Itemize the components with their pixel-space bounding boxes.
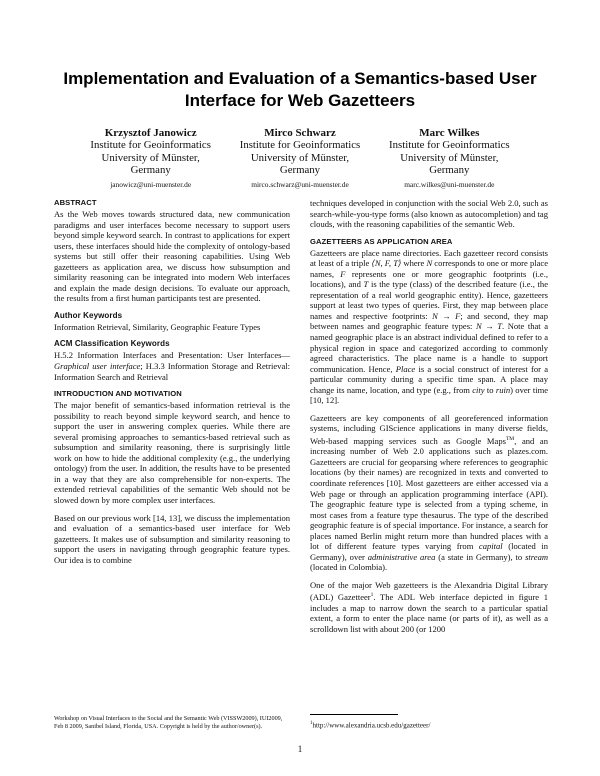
author-name: Krzysztof Janowicz (104, 127, 197, 139)
intro-heading: INTRODUCTION AND MOTIVATION (54, 389, 182, 399)
keywords-heading: Author Keywords (54, 310, 123, 320)
abstract-heading: ABSTRACT (54, 198, 97, 207)
author-block (76, 127, 524, 191)
author-country: Germany (279, 164, 321, 177)
author-3 (375, 127, 524, 191)
author-affiliation: Institute for Geoinformatics (239, 139, 361, 152)
author-university: University of Münster, (101, 151, 200, 164)
gazetteers-heading: GAZETTEERS AS APPLICATION AREA (310, 236, 453, 246)
copyright-footnote: Workshop on Visual Interfaces to the Social and the Semantic Web (VISSW2009), IUI2009, Feb 8 2009, Sanibel Island, Florida, USA. Copyright is held by the author/owner(s). (54, 715, 283, 730)
author-email[interactable]: janowicz@uni-muenster.de (110, 179, 192, 189)
author-email[interactable]: mirco.schwarz@uni-muenster.de (251, 179, 349, 189)
right-column (310, 198, 548, 634)
paper-title: Implementation and Evaluation of a Semantics-based User Interface for Web Gazetteers (63, 69, 537, 110)
intro-continuation: techniques developed in conjunction with the social Web 2.0, such as search-while-you-type forms (also known as autocompletion) and tag clouds, with the reasoning capabilities of the semantic Web. (310, 198, 548, 230)
intro-paragraph-1: The major benefit of semantics-based information retrieval is the possibility to reach beyond simple keyword search, and hence to support the user in answering complex queries. While there are several promising approaches to semantics-based retrieval such as subsumption and similarity reasoning, there is surprisingly little work on how to hide the additional complexity (e.g., the underlying ontology) from the user. In addition, the results have to be presented in a way that they are also comprehensible for non-experts. The extended retrieval capabilities of the semantic Web should not be slowed down by more complex user interfaces. (54, 400, 290, 506)
author-university: University of Münster, (400, 151, 499, 164)
author-affiliation: Institute for Geoinformatics (389, 139, 510, 152)
footnote-rule (310, 714, 398, 715)
author-email[interactable]: marc.wilkes@uni-muenster.de (404, 179, 495, 189)
author-affiliation: Institute for Geoinformatics (90, 139, 211, 152)
intro-paragraph-2: Based on our previous work [14, 13], we discuss the implementation and evaluation of a semantics-based user interface for Web gazetteers. It makes use of subsumption and similarity reasoning to support the users in navigating through geographic feature types. Our idea is to combine (54, 512, 290, 565)
author-country: Germany (429, 164, 470, 177)
author-2 (225, 127, 374, 191)
acm-heading: ACM Classification Keywords (54, 339, 170, 349)
gazetteers-paragraph-1: Gazetteers are place name directories. Each gazetteer record consists at least of a triple ⟨N, F, T⟩ where N corresponds to one or more place names, F represents one or more geographic footprints (i.e., locations), and T is the type (class) of the described feature (i.e., the representation of a real world geographic entity). Hence, gazetteers support at least two types of queries. First, they map between place names and respective footprints: N → F; and second, they map between names and geographic feature types: N → T. Note that a named geographic place is an abstract individual defined to refer to a physical region in space and categorized according to commonly agreed characteristics. The place name is a handle to support communication. Hence, Place is a social construct of interest for a particular community during a specific time span. A place may change its name, location, and type (e.g., from city to ruin) over time [10, 12]. (310, 247, 549, 406)
author-1 (76, 127, 225, 191)
left-column (54, 198, 290, 565)
author-country: Germany (130, 164, 171, 177)
gazetteers-paragraph-2: Gazetteers are key components of all georeferenced information systems, including GIScience applications in many diverse fields, Web-based mapping services such as Google Maps™, and an increasing number of Web 2.0 applications such as plazes.com. Gazetteers are crucial for geoparsing where references to geographic locations (by their names) are recognized in texts and converted to coordinate references [10]. Most gazetteers are either accessed via a Web page or through an application programming interface (API). The geographic feature type is selected from a typing scheme, in most cases from a feature type thesaurus. The type of the described geographic feature is of special importance. For instance, a search for places named Berlin might return more than hundred places with a lot of different feature types varying from capital (located in Germany), over administrative area (a state in Germany), to stream (located in Colombia). (310, 412, 549, 573)
author-university: University of Münster, (250, 151, 350, 164)
author-name: Marc Wilkes (419, 127, 480, 139)
keywords-text: Information Retrieval, Similarity, Geographic Feature Types (54, 321, 261, 332)
abstract-text: As the Web moves towards structured data, new communication paradigms and user interfaces become necessary to support users beyond simple keyword search. In contrast to applications for expert users, these interfaces should hide the complexity of ontology-based systems but still offer their reasoning capabilities. Using Web gazetteers as application area, we discuss how subsumption and similarity reasoning can be integrated into modern Web interfaces and explain the made design decisions. To evaluate our approach, the results from a first human participants test are presented. (54, 209, 290, 304)
gazetteers-paragraph-3: One of the major Web gazetteers is the Alexandria Digital Library (ADL) Gazetteer$^1$. The ADL Web interface depicted in figure 1 includes a map to narrow down the search to a particular spatial extent, a form to enter the place name (or parts of it), as well as a scrolldown list with about 200 (or 1200 (310, 579, 548, 634)
url-footnote: $^1$http://www.alexandria.ucsb.edu/gazetteer/ (310, 721, 431, 730)
page-number: 1 (297, 744, 303, 754)
author-name: Mirco Schwarz (264, 127, 336, 139)
footnote-url[interactable]: http://www.alexandria.ucsb.edu/gazetteer/ (312, 721, 431, 730)
acm-text: H.5.2 Information Interfaces and Presentation: User Interfaces—Graphical user interface; H.3.3 Information Storage and Retrieval: Information Search and Retrieval (54, 350, 290, 382)
